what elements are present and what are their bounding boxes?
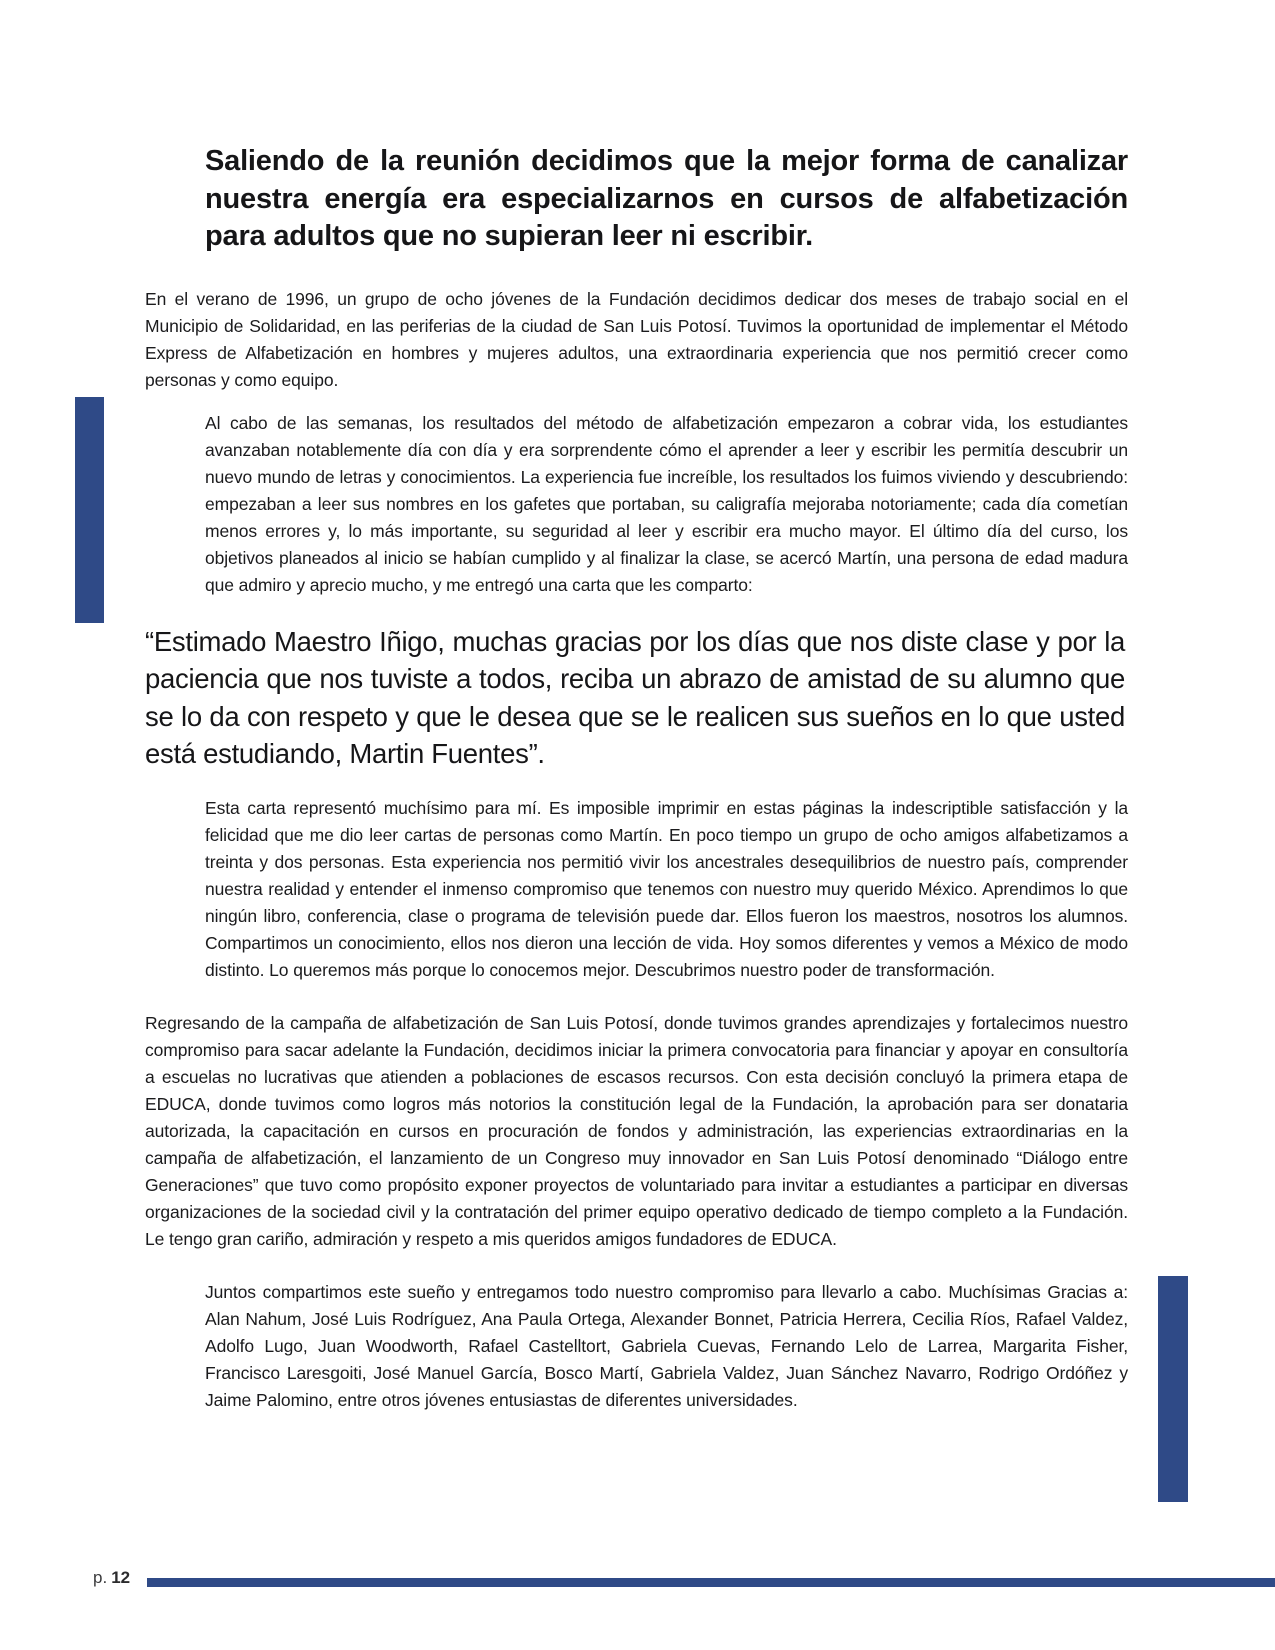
page-number-footer [93, 1568, 130, 1588]
page-number: 12 [111, 1568, 131, 1587]
student-letter-quote: “Estimado Maestro Iñigo, muchas gracias por los días que nos diste clase y por la paciencia que nos tuviste a todos, reciba un abrazo de amistad de su alumno que se lo da con respeto y que le desea que se le realicen sus sueños en lo que usted está estudiando, Martin Fuentes”. [145, 625, 1125, 769]
intro-paragraph: En el verano de 1996, un grupo de ocho jóvenes de la Fundación decidimos dedicar dos meses de trabajo social en el Municipio de Solidaridad, en las periferias de la ciudad de San Luis Potosí. Tuvimos la oportunidad de implementar el Método Express de Alfabetización en hombres y mujeres adultos, una extraordinaria experiencia que nos permitió crecer como personas y como equipo. [145, 288, 1128, 390]
section-heading: Saliendo de la reunión decidimos que la mejor forma de canalizar nuestra energía era especializarnos en cursos de alfabetización para adultos que no supieran leer ni escribir. [205, 145, 1128, 252]
decorative-accent-bar-left [75, 397, 104, 623]
decorative-accent-bar-right [1158, 1276, 1188, 1502]
page-prefix-label: p. [93, 1568, 108, 1587]
founders-acknowledgment-paragraph: Juntos compartimos este sueño y entregamos todo nuestro compromiso para llevarlo a cabo. Muchísimas Gracias a: Alan Nahum, José Luis Rodríguez, Ana Paula Ortega, Alexander Bonnet, Patricia Herrera, Cecilia Ríos, Rafael Valdez, Adolfo Lugo, Juan Woodworth, Rafael Castelltort, Gabriela Cuevas, Fernando Lelo de Larrea, Margarita Fisher, Francisco Laresgoiti, José Manuel García, Bosco Martí, Gabriela Valdez, Juan Sánchez Navarro, Rodrigo Ordóñez y Jaime Palomino, entre otros jóvenes entusiastas de diferentes universidades. [205, 1281, 1128, 1410]
foundation-history-paragraph: Regresando de la campaña de alfabetización de San Luis Potosí, donde tuvimos grandes aprendizajes y fortalecimos nuestro compromiso para sacar adelante la Fundación, decidimos iniciar la primera convocatoria para financiar y apoyar en consultoría a escuelas no lucrativas que atienden a poblaciones de escasos recursos. Con esta decisión concluyó la primera etapa de EDUCA, donde tuvimos como logros más notorios la constitución legal de la Fundación, la aprobación para ser donataria autorizada, la capacitación en cursos en procuración de fondos y administración, las experiencias extraordinarias en la campaña de alfabetización, el lanzamiento de un Congreso muy innovador en San Luis Potosí denominado “Diálogo entre Generaciones” que tuvo como propósito exponer proyectos de voluntariado para invitar a estudiantes a participar en diversas organizaciones de la sociedad civil y la contratación del primer equipo operativo dedicado de tiempo completo a la Fundación. Le tengo gran cariño, admiración y respeto a mis queridos amigos fundadores de EDUCA. [145, 1012, 1128, 1249]
footer-rule-bar [147, 1578, 1275, 1587]
literacy-results-paragraph: Al cabo de las semanas, los resultados del método de alfabetización empezaron a cobrar vida, los estudiantes avanzaban notablemente día con día y era sorprendente cómo el aprender a leer y escribir les permitía descubrir un nuevo mundo de letras y conocimientos. La experiencia fue increíble, los resultados los fuimos viviendo y descubriendo: empezaban a leer sus nombres en los gafetes que portaban, su caligrafía mejoraba notoriamente; cada día cometían menos errores y, lo más importante, su seguridad al leer y escribir era mucho mayor. El último día del curso, los objetivos planeados al inicio se habían cumplido y al finalizar la clase, se acercó Martín, una persona de edad madura que admiro y aprecio mucho, y me entregó una carta que les comparto: [205, 412, 1128, 595]
reflection-paragraph: Esta carta representó muchísimo para mí. Es imposible imprimir en estas páginas la indescriptible satisfacción y la felicidad que me dio leer cartas de personas como Martín. En poco tiempo un grupo de ocho amigos alfabetizamos a treinta y dos personas. Esta experiencia nos permitió vivir los ancestrales desequilibrios de nuestro país, comprender nuestra realidad y entender el inmenso compromiso que tenemos con nuestro muy querido México. Aprendimos lo que ningún libro, conferencia, clase o programa de televisión puede dar. Ellos fueron los maestros, nosotros los alumnos. Compartimos un conocimiento, ellos nos dieron una lección de vida. Hoy somos diferentes y vemos a México de modo distinto. Lo queremos más porque lo conocemos mejor. Descubrimos nuestro poder de transformación. [205, 797, 1128, 980]
